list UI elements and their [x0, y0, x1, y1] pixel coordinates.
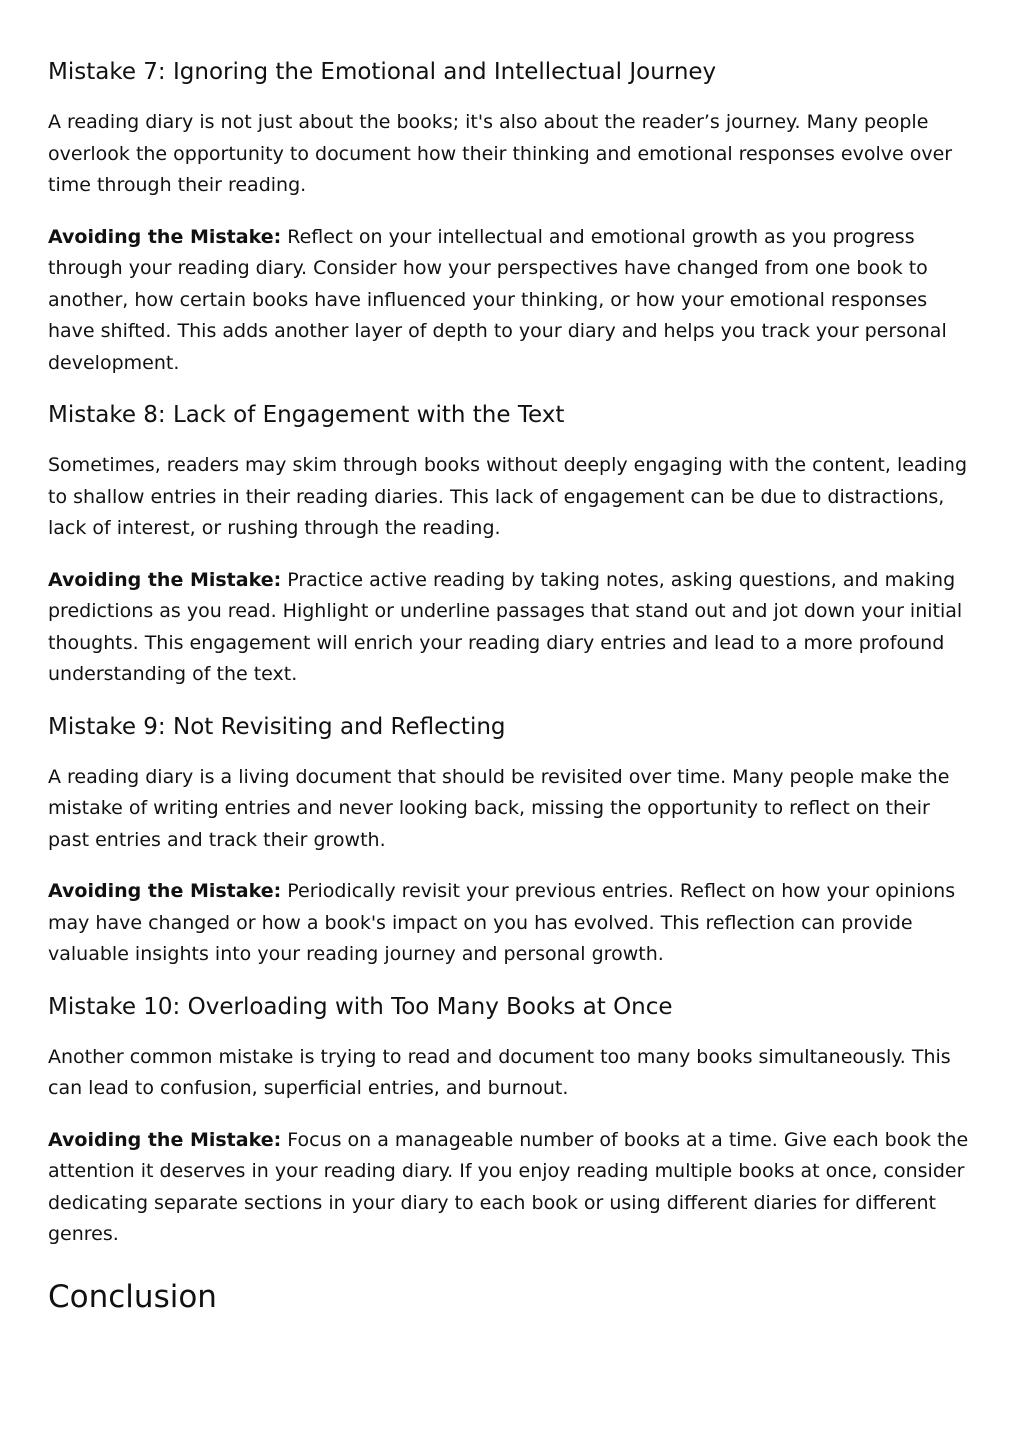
section-heading: Mistake 10: Overloading with Too Many Books at Once	[48, 993, 673, 1020]
section-heading: Mistake 7: Ignoring the Emotional and Intellectual Journey	[48, 59, 717, 85]
avoid-label: Avoiding the Mistake:	[48, 225, 282, 248]
section-heading: Mistake 9: Not Revisiting and Reflecting	[48, 713, 506, 740]
avoid-paragraph	[48, 222, 976, 380]
avoid-text: Periodically revisit your previous entries. Reflect on how your opinions may have changed or how a book's impact on you has evolved. This reflection can provide valuable insights into your reading journey and personal growth.	[48, 880, 956, 965]
section-body: Sometimes, readers may skim through books without deeply engaging with the content, leading to shallow entries in their reading diaries. This lack of engagement can be due to distractions, lack of interest, or rushing through the reading.	[48, 454, 968, 539]
mistake-9-section	[48, 711, 976, 971]
avoid-text: Practice active reading by taking notes, asking questions, and making predictions as you read. Highlight or underline passages that stand out and jot down your initial thoughts. This engagement will enrich your reading diary entries and lead to a more profound understanding of the text.	[48, 568, 963, 685]
avoid-text: Reflect on your intellectual and emotional growth as you progress through your reading diary. Consider how your perspectives have changed from one book to another, how certain books have influenced your thinking, or how your emotional responses have shifted. This adds another layer of depth to your diary and helps you track your personal development.	[48, 225, 947, 374]
avoid-label: Avoiding the Mistake:	[48, 880, 282, 902]
avoid-text: Focus on a manageable number of books at a time. Give each book the attention it deserves in your reading diary. If you enjoy reading multiple books at once, consider dedicating separate sections in your diary to each book or using different diaries for different genres.	[48, 1128, 969, 1245]
section-body: A reading diary is not just about the books; it's also about the reader’s journey. Many people overlook the opportunity to document how their thinking and emotional responses evolve over time through their reading.	[48, 111, 953, 196]
conclusion-heading: Conclusion	[48, 1278, 217, 1315]
mistake-8-section	[48, 399, 976, 691]
section-body: A reading diary is a living document that should be revisited over time. Many people make the mistake of writing entries and never looking back, missing the opportunity to reflect on their past entries and track their growth.	[48, 765, 950, 851]
mistake-10-section	[48, 991, 976, 1251]
avoid-label: Avoiding the Mistake:	[48, 1128, 282, 1151]
avoid-label: Avoiding the Mistake:	[48, 568, 282, 591]
avoid-paragraph	[48, 1125, 976, 1251]
section-heading: Mistake 8: Lack of Engagement with the Text	[48, 402, 565, 428]
avoid-paragraph	[48, 876, 976, 971]
section-body: Another common mistake is trying to read and document too many books simultaneously. This can lead to confusion, superficial entries, and burnout.	[48, 1045, 951, 1099]
avoid-paragraph	[48, 565, 976, 691]
mistake-7-section	[48, 56, 976, 379]
